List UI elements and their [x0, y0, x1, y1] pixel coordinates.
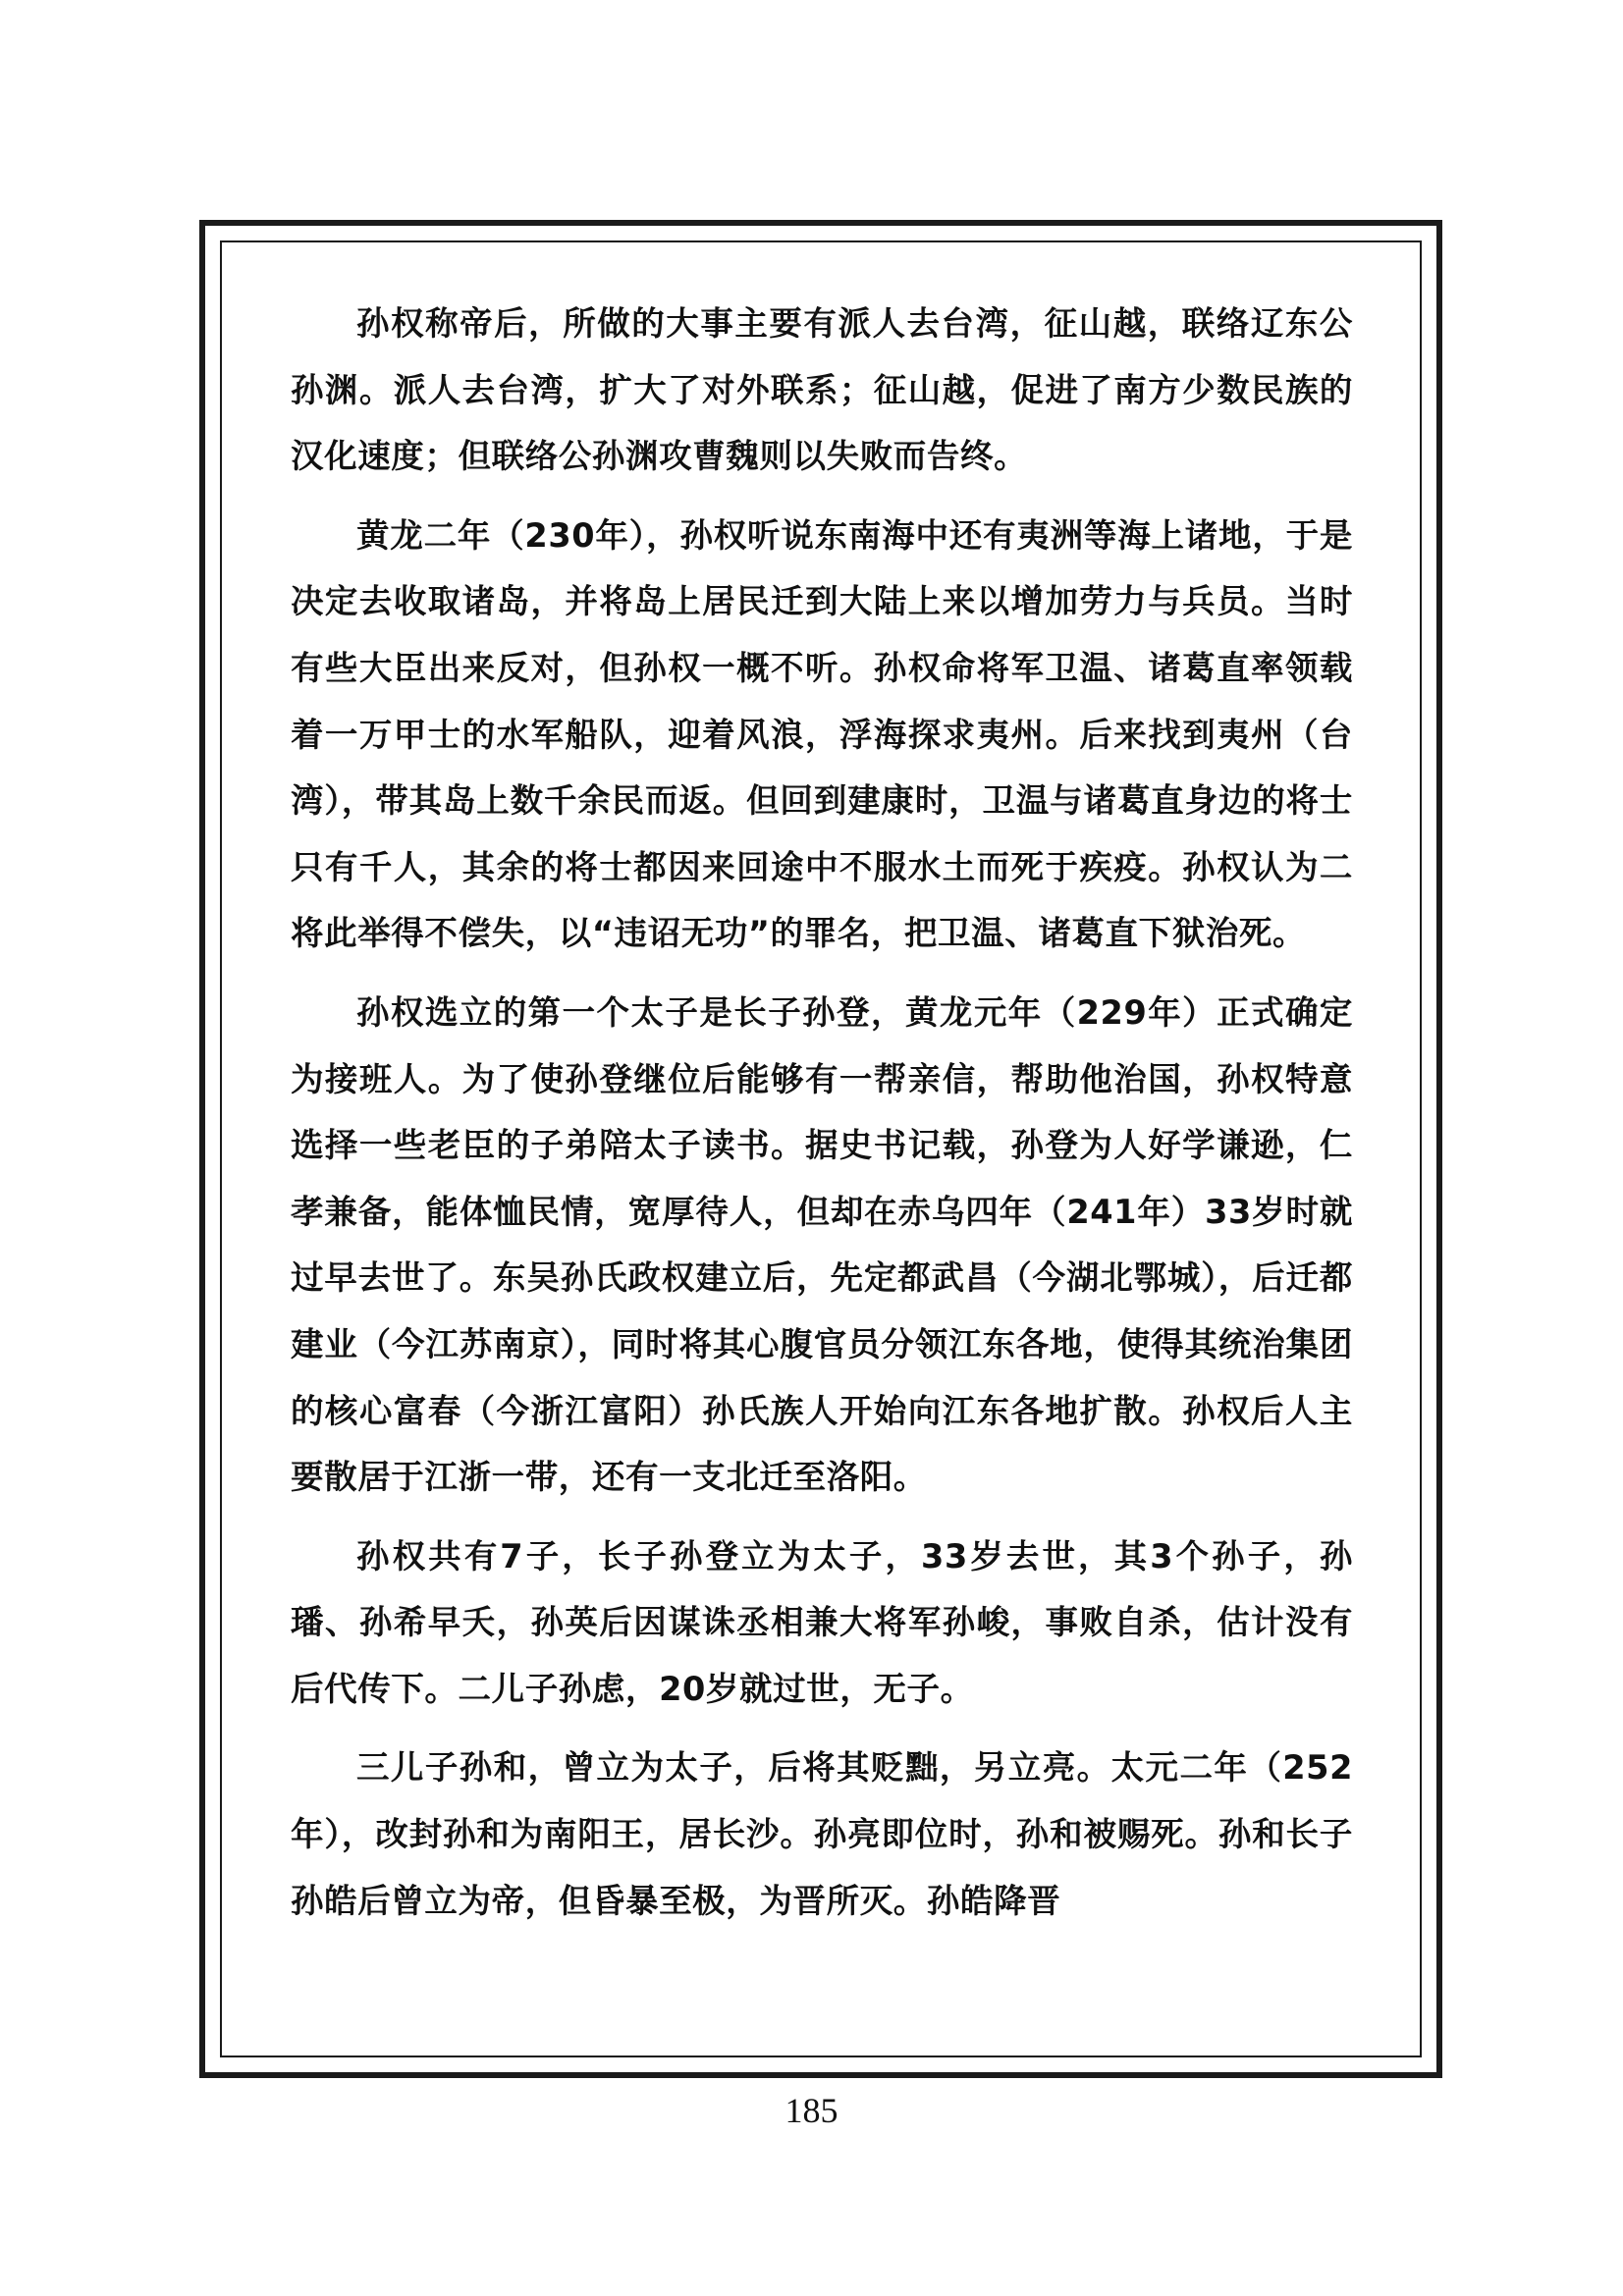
paragraph-1: 孙权称帝后，所做的大事主要有派人去台湾，征山越，联络辽东公孙渊。派人去台湾，扩大了对外联系；征山越，促进了南方少数民族的汉化速度；但联络公孙渊攻曹魏则以失败而告终。 [291, 304, 1353, 476]
paragraph-2: 黄龙二年（230年），孙权听说东南海中还有夷洲等海上诸地，于是决定去收取诸岛，并将岛上居民迁到大陆上来以增加劳力与兵员。当时有些大臣出来反对，但孙权一概不听。孙权命将军卫温、诸葛直率领载着一万甲士的水军船队，迎着风浪，浮海探求夷州。后来找到夷州（台湾），带其岛上数千余民而返。但回到建康时，卫温与诸葛直身边的将士只有千人，其余的将士都因来回途中不服水土而死于疾疫。孙权认为二将此举得不偿失，以“违诏无功”的罪名，把卫温、诸葛直下狱治死。 [291, 515, 1353, 953]
body-text [291, 291, 1353, 1947]
page-number: 185 [784, 2091, 839, 2130]
paragraph-5: 三儿子孙和，曾立为太子，后将其贬黜，另立亮。太元二年（252年），改封孙和为南阳王，居长沙。孙亮即位时，孙和被赐死。孙和长子孙皓后曾立为帝，但昏暴至极，为晋所灭。孙皓降晋 [291, 1748, 1353, 1920]
paragraph-4: 孙权共有7子，长子孙登立为太子，33岁去世，其3个孙子，孙璠、孙希早夭，孙英后因谋诛丞相兼大将军孙峻，事败自杀，估计没有后代传下。二儿子孙虑，20岁就过世，无子。 [291, 1536, 1353, 1708]
paragraph-3: 孙权选立的第一个太子是长子孙登，黄龙元年（229年）正式确定为接班人。为了使孙登继位后能够有一帮亲信，帮助他治国，孙权特意选择一些老臣的子弟陪太子读书。据史书记载，孙登为人好学谦逊，仁孝兼备，能体恤民情，宽厚待人，但却在赤乌四年（241年）33岁时就过早去世了。东吴孙氏政权建立后，先定都武昌（今湖北鄂城），后迁都建业（今江苏南京），同时将其心腹官员分领江东各地，使得其统治集团的核心富春（今浙江富阳）孙氏族人开始向江东各地扩散。孙权后人主要散居于江浙一带，还有一支北迁至洛阳。 [291, 992, 1353, 1497]
